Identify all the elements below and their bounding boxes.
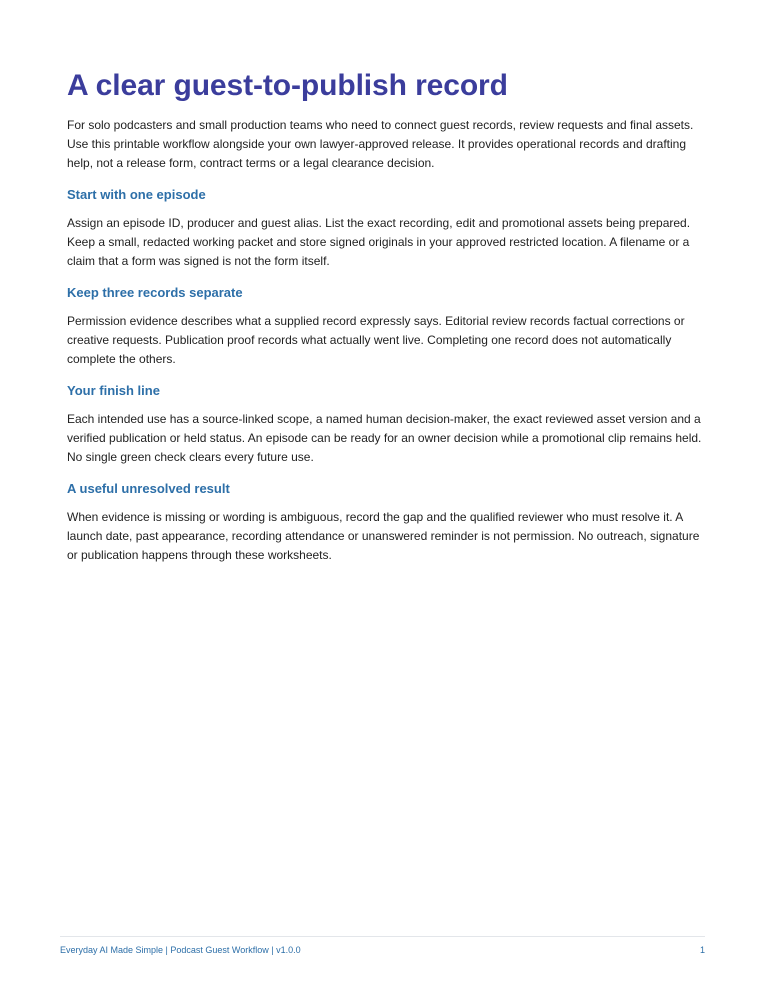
section-body-start-with-one-episode: Assign an episode ID, producer and guest alias. List the exact recording, edit and promotional assets being prepared. Keep a small, redacted working packet and store signed originals in your approved restricted location. A filename or a claim that a form was signed is not the form itself. (67, 216, 691, 268)
page-footer (60, 936, 705, 956)
section-body-keep-three-records-separate: Permission evidence describes what a supplied record expressly says. Editorial review records factual corrections or creative requests. Publication proof records what actually went live. Completing one record does not automatically complete the others. (67, 314, 685, 366)
section-body-a-useful-unresolved-result: When evidence is missing or wording is ambiguous, record the gap and the qualified reviewer who must resolve it. A launch date, past appearance, recording attendance or unanswered reminder is not permission. No outreach, signature or publication happens through these worksheets. (67, 510, 700, 562)
section-heading-your-finish-line: Your finish line (67, 383, 160, 398)
section-heading-a-useful-unresolved-result: A useful unresolved result (67, 481, 230, 496)
section-heading-start-with-one-episode: Start with one episode (67, 187, 206, 202)
page-title: A clear guest-to-publish record (67, 69, 508, 102)
footer-page-number: 1 (699, 945, 705, 955)
section-heading-keep-three-records-separate: Keep three records separate (67, 285, 243, 300)
footer-document-info: Everyday AI Made Simple | Podcast Guest Workflow | v1.0.0 (60, 945, 301, 955)
document-page (67, 68, 707, 565)
intro-paragraph: For solo podcasters and small production teams who need to connect guest records, review requests and final assets. Use this printable workflow alongside your own lawyer-approved release. It provides operational records and drafting help, not a release form, contract terms or a legal clearance decision. (67, 118, 694, 170)
section-body-your-finish-line: Each intended use has a source-linked scope, a named human decision-maker, the exact reviewed asset version and a verified publication or held status. An episode can be ready for an owner decision while a promotional clip remains held. No single green check clears every future use. (67, 412, 702, 464)
